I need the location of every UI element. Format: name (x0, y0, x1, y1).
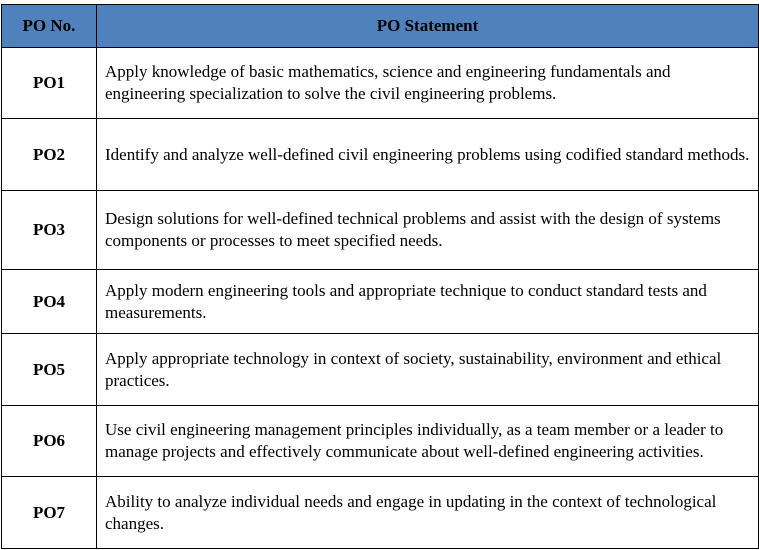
po-statement: Identify and analyze well-defined civil engineering problems using codified standard methods. (97, 119, 759, 191)
table-header-row (2, 5, 759, 48)
table-row (2, 191, 759, 270)
po-statement: Apply modern engineering tools and appropriate technique to conduct standard tests and measurements. (97, 270, 759, 334)
po-number: PO5 (2, 334, 97, 406)
table-row (2, 334, 759, 406)
po-number: PO4 (2, 270, 97, 334)
po-statement: Ability to analyze individual needs and engage in updating in the context of technological changes. (97, 477, 759, 549)
po-statement: Apply appropriate technology in context of society, sustainability, environment and ethical practices. (97, 334, 759, 406)
po-number: PO6 (2, 406, 97, 477)
po-table (1, 4, 759, 549)
po-number: PO7 (2, 477, 97, 549)
table-row (2, 48, 759, 119)
header-po-no: PO No. (2, 5, 97, 48)
table-row (2, 477, 759, 549)
po-number: PO1 (2, 48, 97, 119)
table-row (2, 406, 759, 477)
po-statement: Use civil engineering management principles individually, as a team member or a leader to manage projects and effectively communicate about well-defined engineering activities. (97, 406, 759, 477)
table-row (2, 270, 759, 334)
po-number: PO2 (2, 119, 97, 191)
po-number: PO3 (2, 191, 97, 270)
po-statement: Design solutions for well-defined technical problems and assist with the design of systems components or processes to meet specified needs. (97, 191, 759, 270)
po-statement: Apply knowledge of basic mathematics, science and engineering fundamentals and engineering specialization to solve the civil engineering problems. (97, 48, 759, 119)
table-row (2, 119, 759, 191)
header-po-statement: PO Statement (97, 5, 759, 48)
